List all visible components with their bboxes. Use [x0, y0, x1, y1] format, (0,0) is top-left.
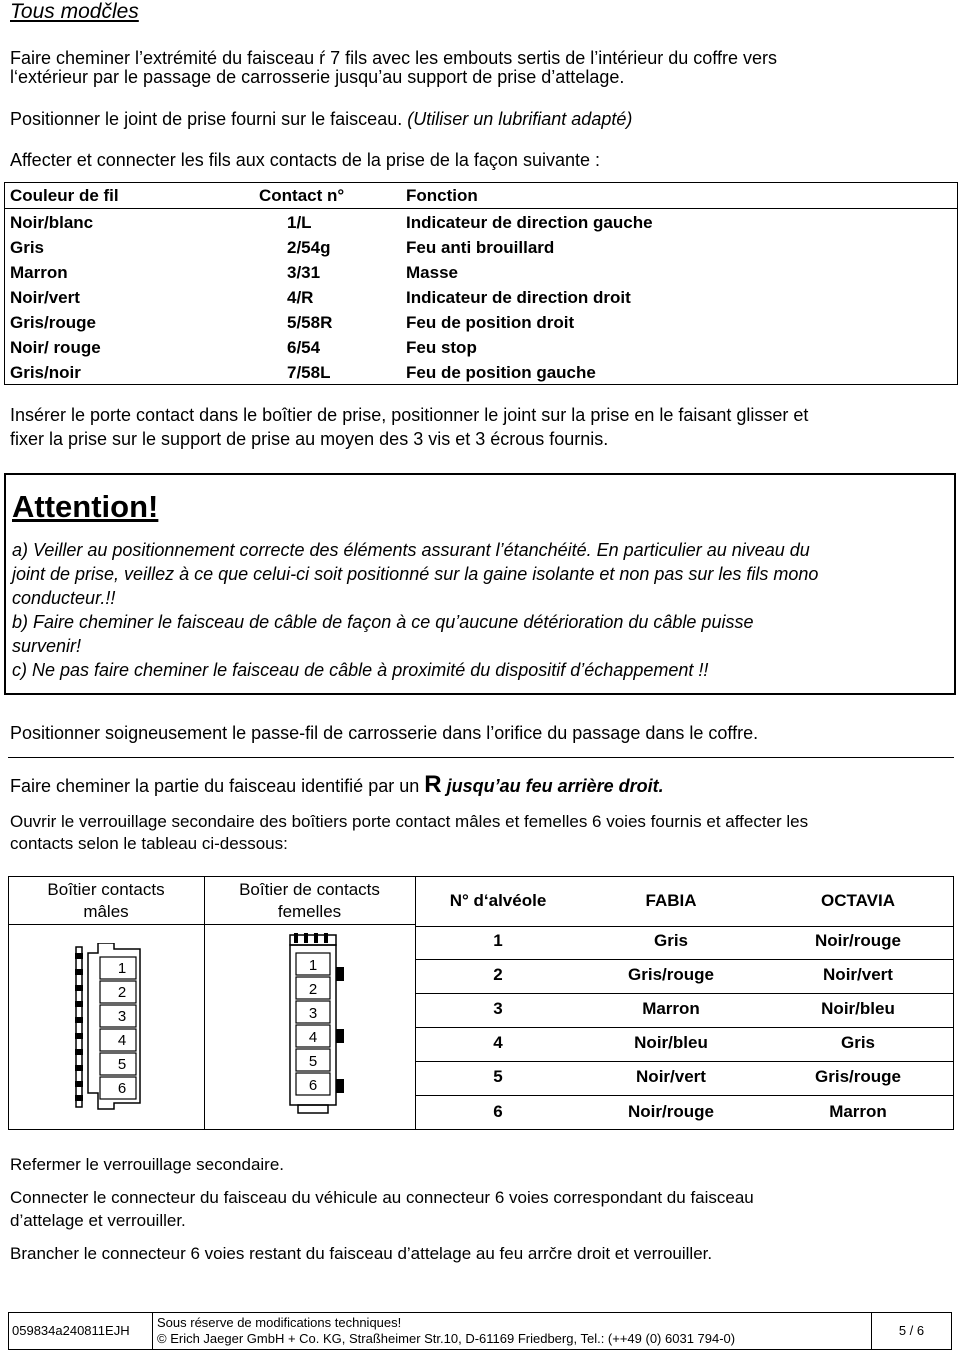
male-pin-4: 4 — [117, 1032, 127, 1049]
wire-contact: 3/31 — [287, 263, 321, 282]
table-row — [5, 335, 957, 360]
wire-function: Feu anti brouillard — [406, 238, 555, 257]
wiring-table — [4, 182, 958, 385]
slot-number: 5 — [493, 1067, 503, 1086]
attention-a-text: a) Veiller au positionnement correcte des éléments assurant l’étanchéité. En particulier au niveau du — [12, 540, 810, 560]
wire-color: Marron — [10, 263, 68, 282]
male-pin-5: 5 — [117, 1056, 127, 1073]
open-line1: Ouvrir le verrouillage secondaire des boîtiers porte contact mâles et femelles 6 voies fournis et affecter les — [10, 812, 809, 831]
attention-a-line3: conducteur.!! — [12, 588, 116, 608]
table-row — [5, 310, 957, 335]
octavia-color: Gris — [840, 1033, 876, 1052]
female-header-line2: femelles — [277, 902, 342, 921]
octavia-color: Noir/rouge — [815, 931, 901, 950]
passe-fil-text: Positionner soigneusement le passe-fil de carrosserie dans l’orifice du passage dans le coffre. — [10, 723, 759, 743]
wire-color: Noir/blanc — [10, 213, 94, 232]
table-row — [5, 260, 957, 285]
footer-notice: Sous réserve de modifications techniques! — [157, 1315, 402, 1330]
female-pin-2: 2 — [308, 981, 318, 998]
col-header-contact: Contact n° — [259, 186, 345, 205]
wire-function: Feu de position droit — [406, 313, 575, 332]
connect-line1: Connecter le connecteur du faisceau du véhicule au connecteur 6 voies correspondant du faisceau — [10, 1188, 754, 1207]
wire-function: Feu de position gauche — [406, 363, 596, 382]
wiring-table-header — [5, 183, 957, 208]
pinout-table — [8, 876, 954, 1130]
slot-number: 1 — [493, 931, 503, 950]
insert-line2: fixer la prise sur le support de prise au moyen des 3 vis et 3 écrous fournis. — [10, 429, 609, 449]
attention-b-line1: b) Faire cheminer le faisceau de câble de façon à ce qu’aucune détérioration du câble puisse — [12, 612, 754, 632]
attention-c-line1: c) Ne pas faire cheminer le faisceau de câble à proximité du dispositif d’échappement !! — [12, 660, 709, 680]
table-row — [5, 285, 957, 310]
wire-color: Gris/rouge — [10, 313, 96, 332]
intro-para1-line2: l‘extérieur par le passage de carrosserie jusqu’au support de prise d’attelage. — [10, 67, 625, 87]
fabia-color: Marron — [642, 999, 700, 1018]
wire-contact: 6/54 — [287, 338, 321, 357]
male-header-line2: mâles — [83, 902, 129, 921]
wire-contact: 1/L — [287, 213, 312, 232]
wire-color: Noir/ rouge — [10, 338, 101, 357]
table-row — [5, 210, 957, 235]
female-box-header — [204, 879, 415, 923]
slot-number: 4 — [493, 1033, 503, 1052]
wire-color: Noir/vert — [10, 288, 80, 307]
connect-line2: d’attelage et verrouiller. — [10, 1211, 186, 1230]
female-pin-1: 1 — [308, 957, 318, 974]
attention-a-line1 — [12, 539, 810, 561]
col-header-slot: N° d‘alvéole — [449, 891, 547, 910]
open-line2: contacts selon le tableau ci-dessous: — [10, 834, 288, 853]
wire-color: Gris/noir — [10, 363, 81, 382]
route-letter: R — [424, 771, 442, 798]
octavia-color: Gris/rouge — [815, 1067, 901, 1086]
attention-box — [4, 473, 956, 695]
male-pin-2: 2 — [117, 984, 127, 1001]
wire-contact: 4/R — [287, 288, 314, 307]
wire-contact: 7/58L — [287, 363, 331, 382]
intro-para1-line1: Faire cheminer l’extrémité du faisceau ŕ 7 fils avec les embouts sertis de l’intérieur du coffre vers — [10, 48, 777, 68]
slot-number: 3 — [493, 999, 503, 1018]
route-emph: jusqu’au feu arrière droit. — [441, 776, 664, 796]
wire-contact: 5/58R — [287, 313, 333, 332]
fabia-color: Gris/rouge — [628, 965, 714, 984]
wire-function: Masse — [406, 263, 458, 282]
footer-ref: 059834a240811EJH — [8, 1312, 153, 1350]
wire-function: Indicateur de direction gauche — [406, 213, 653, 232]
female-pin-6: 6 — [308, 1077, 318, 1094]
fabia-color: Noir/vert — [636, 1067, 706, 1086]
slot-number: 2 — [493, 965, 503, 984]
page-number: 5 / 6 — [871, 1312, 952, 1350]
female-header-line1: Boîtier de contacts — [239, 880, 380, 899]
female-pin-4: 4 — [308, 1029, 318, 1046]
intro-para2-text: Positionner le joint de prise fourni sur le faisceau. — [10, 109, 403, 129]
route-text: Faire cheminer la partie du faisceau identifié par un — [10, 776, 425, 796]
attention-b-line2: survenir! — [12, 636, 82, 656]
page-footer — [8, 1312, 952, 1350]
octavia-color: Noir/vert — [823, 965, 893, 984]
insert-line1: Insérer le porte contact dans le boîtier de prise, positionner le joint sur la prise en le faisant glisser et — [10, 405, 809, 425]
male-box-header — [8, 879, 204, 923]
col-header-function: Fonction — [406, 186, 478, 205]
col-header-color: Couleur de fil — [10, 186, 119, 205]
footer-copyright: © Erich Jaeger GmbH + Co. KG, Straßheimer Str.10, D-61169 Friedberg, Tel.: (++49 (0) 6031 794-0) — [157, 1331, 736, 1346]
octavia-color: Noir/bleu — [821, 999, 895, 1018]
slot-number: 6 — [493, 1102, 503, 1121]
col-header-fabia: FABIA — [645, 891, 697, 910]
male-pin-1: 1 — [117, 960, 127, 977]
wire-function: Feu stop — [406, 338, 477, 357]
female-pin-5: 5 — [308, 1053, 318, 1070]
female-pin-3: 3 — [308, 1005, 318, 1022]
female-connector-icon — [280, 929, 360, 1119]
wire-function: Indicateur de direction droit — [406, 288, 631, 307]
male-header-line1: Boîtier contacts — [47, 880, 165, 899]
close-text: Refermer le verrouillage secondaire. — [10, 1155, 285, 1174]
attention-title: Attention! — [12, 489, 159, 524]
plug-text: Brancher le connecteur 6 voies restant du faisceau d’attelage au feu arrčre droit et verrouiller. — [10, 1244, 713, 1263]
col-header-octavia: OCTAVIA — [821, 891, 895, 910]
table-row — [5, 235, 957, 260]
fabia-color: Noir/bleu — [634, 1033, 708, 1052]
male-pin-3: 3 — [117, 1008, 127, 1025]
intro-para2-note: (Utiliser un lubrifiant adapté) — [407, 109, 633, 129]
octavia-color: Marron — [829, 1102, 887, 1121]
section-heading: Tous modčles — [10, 0, 139, 23]
wire-contact: 2/54g — [287, 238, 331, 257]
fabia-color: Noir/rouge — [628, 1102, 714, 1121]
male-pin-6: 6 — [117, 1080, 127, 1097]
route-line — [10, 771, 664, 798]
fabia-color: Gris — [653, 931, 689, 950]
attention-a-line2: joint de prise, veillez à ce que celui-ci soit positionné sur la gaine isolante et non pas sur les fils mono — [12, 564, 819, 584]
intro-para2 — [10, 108, 632, 130]
footer-legal — [152, 1312, 872, 1350]
male-connector-icon — [70, 943, 150, 1113]
intro-para3: Affecter et connecter les fils aux contacts de la prise de la façon suivante : — [10, 150, 600, 170]
wire-color: Gris — [10, 238, 45, 257]
table-row — [5, 360, 957, 385]
divider — [8, 757, 954, 758]
